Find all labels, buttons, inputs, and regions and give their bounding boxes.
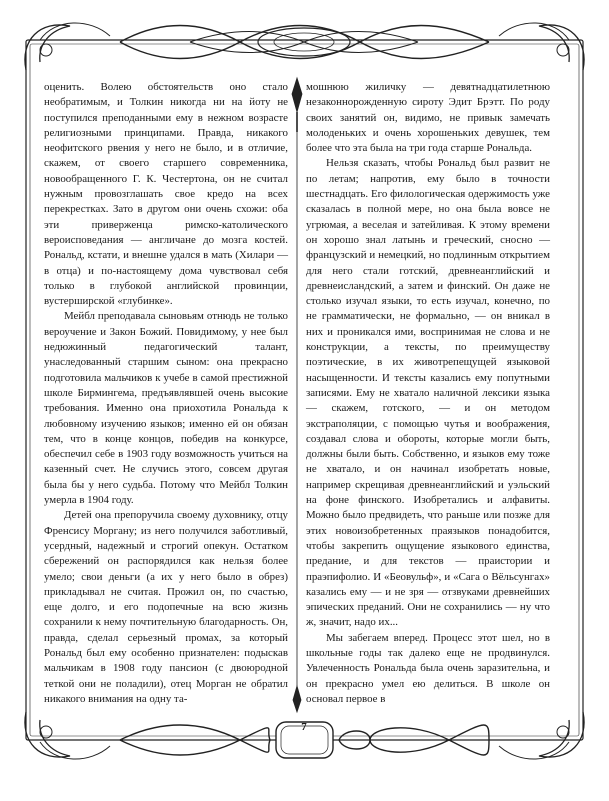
paragraph: Мы забегаем вперед. Процесс этот шел, но в школьные годы так далеко еще не продвинулся. Увлеченность Рональда была очень заразительна, и он прекрасно умел ею делиться. В школе он основал первое в xyxy=(306,631,550,705)
page-number: 7 xyxy=(301,721,307,733)
paragraph: Детей она препоручила своему духовнику, отцу Френсису Моргану; из него получился заботливый, усердный, надежный и строгий опекун. Остатком сбережений он распорядился как нельзя более умело; свои деньги (а их у него было в обрез) прикладывал не считая. Прожил он, по счастью, еще долго, и его подопечные на всю жизнь сохранили к нему почтительную благодарность. Он, правда, сделал серьезный промах, за который Рональд был ему особенно признателен: подыскав мальчикам в 1908 году пансион (с двоюродной теткой они не поладили), отец Морган не обратил никакого внимания на одну та- xyxy=(44,509,288,705)
paragraph: мошнюю жиличку — девятнадцатилетнюю незаконнорожденную сироту Эдит Брэтт. По роду своих занятий он, видимо, не привык замечать молоденьких и очень хорошеньких девушек, тем более что эта была на три года старше Рональда. xyxy=(306,81,550,155)
right-column xyxy=(306,80,550,707)
paragraph: Нельзя сказать, чтобы Рональд был развит не по летам; напротив, ему было в точности шестнадцать. Его филологическая одержимость уже сказалась в полной мере, но она была вовсе не угрюмая, а веселая и затейливая. К этому времени он хорошо знал латынь и греческий, сносно — французский и немецкий, но подлинным открытием для него стали готский, древнеанглийский и древнеисландский, а затем и финский. Он даже не столько изучал языки, то есть изучал, конечно, по не грамматически, не формально, — он вникал в них и проникался ими, воспринимая не слова и не конструкции, а тексты, по преимуществу поэтические, в их животрепещущей языковой насыщенности. И тексты казались ему попутными записями. Ему не хватало наличной лексики языка — скажем, готского, — и он методом экстраполяции, с помощью чутья и воображения, создавал слова и обороты, которые могли быть, должны были быть. Собственно, и языков ему тоже не хватало, и он начинал изобретать новые, например скрещивая древнеанглийский и уэльский на фоне финского. Изобретались и алфавиты. Можно было предвидеть, что раньше или позже для этих новоизобретенных праязыков понадобится, чтобы закрепить ощущение языкового единства, предание, и для текстов — праистории и праэпифолио. И «Беовульф», и «Сага о Вёльсунгах» казались ему — и не зря — отзвуками древнейших эпических преданий. Они не сохранились — ну что ж, значит, надо их... xyxy=(306,157,550,629)
paragraph: оценить. Волею обстоятельств оно стало необратимым, и Толкин никогда ни на йоту не поступился преподанными ему в нежном возрасте религиозными принципами. Правда, никакого неофитского рвения у него не было, и в отличие, скажем, от своего старшего современника, новообращенного Г. К. Честертона, он не считал нужным провозглашать свое кредо на всех перекрестках. Зато в другом они очень схожи: оба эти приверженца римско-католического вероисповедания — англичане до мозга костей. Рональд, кстати, и внешне удался в мать (Хилари — в отца) и по-настоящему дома чувствовал себя только в глубокой английской провинции, вустерширской «глубинке». xyxy=(44,81,288,308)
left-column xyxy=(44,80,288,707)
paragraph: Мейбл преподавала сыновьям отнюдь не только вероучение и Закон Божий. Повидимому, у нее был недюжинный педагогический талант, унаследованный старшим сыном: она прекрасно подготовила мальчиков к учебе в самой престижной школе Бирмингема, предъявлявшей очень высокие требования. Именно она приохотила Рональда к любовному изучению языков; именно ей он обязан тем, что в конце концов, победив на конкурсе, обеспечил себе в 1903 году возможность учиться на казенный счет. Не случись этого, совсем другая была бы у него судьба. Потому что Мейбл Толкин умерла в 1904 году. xyxy=(44,310,288,507)
